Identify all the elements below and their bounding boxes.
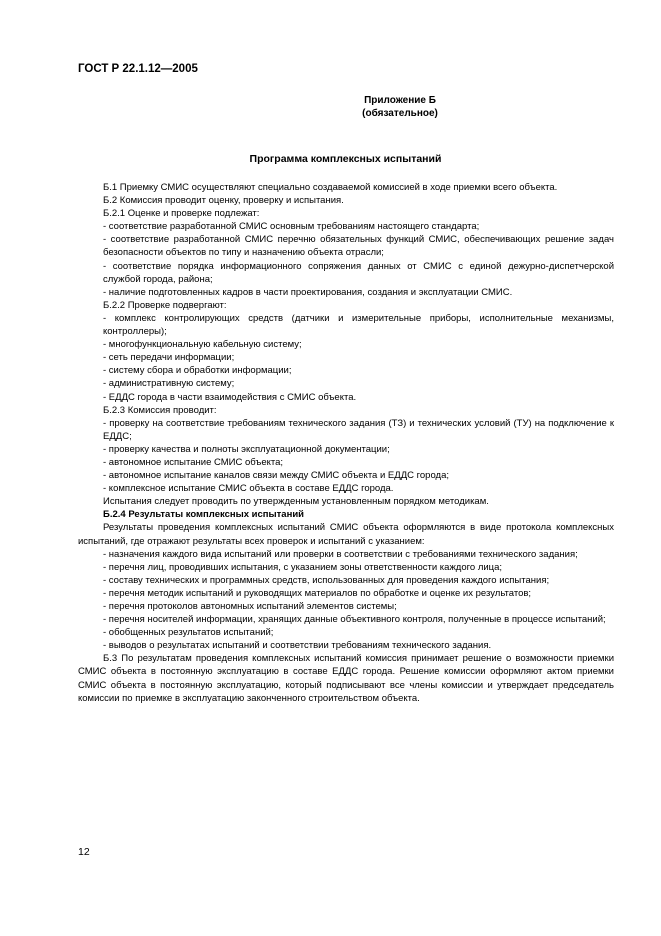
paragraph: Б.3 По результатам проведения комплексных испытаний комиссия принимает решение о возможности приемки СМИС объекта в постоянную эксплуатацию в составе ЕДДС города. Решение комиссии оформляют актом приемки СМИС объекта в постоянную эксплуатацию, который подписывают все члены комиссии и утверждает председатель комиссии по приемке в эксплуатацию законченного строительством объекта. [78,653,614,704]
list-item [78,220,614,233]
list-item [78,548,614,561]
list-item-text: - перечня протоколов автономных испытаний элементов системы; [103,601,397,612]
list-item [78,469,614,482]
section-title: Программа комплексных испытаний [249,153,442,165]
paragraph: Б.1 Приемку СМИС осуществляют специально создаваемой комиссией в ходе приемки всего объекта. [103,182,558,193]
list-item [78,561,614,574]
list-item-text: - административную систему; [103,378,235,390]
list-item-text: - соответствие порядка информационного сопряжения данных от СМИС с единой дежурно-диспетчерской службой города, района; [103,260,614,285]
list-item [78,417,614,443]
page-number: 12 [78,846,90,858]
list-item-text: - проверку на соответствие требованиям технического задания (ТЗ) и технических условий (ТУ) на подключение к ЕДДС; [103,417,614,442]
list-item [78,391,614,404]
list-item-text: - выводов о результатах испытаний и соответствии требованиям технического задания. [103,640,492,652]
list-item [78,377,614,390]
paragraph: Б.2.2 Проверке подвергают: [103,299,227,311]
list-item [78,286,614,299]
list-item [78,482,614,495]
list-item [78,338,614,351]
list-item-text: - ЕДДС города в части взаимодействия с СМИС объекта. [103,391,357,403]
list-item [78,456,614,469]
document-body [78,181,614,705]
list-item-text: - перечня лиц, проводивших испытания, с указанием зоны ответственности каждого лица; [103,561,503,573]
list-item-text: - перечня носителей информации, хранящих данные объективного контроля, полученные в процессе испытаний; [103,614,606,626]
paragraph: Испытания следует проводить по утвержденным установленным порядком методикам. [103,496,489,508]
list-item-text: - соответствие разработанной СМИС перечню обязательных функций СМИС, обеспечивающих решение задач безопасности объектов по типу и назначению объекта отрасли; [103,234,614,259]
list-item [78,600,614,613]
list-item [78,233,614,259]
list-item-text: - соответствие разработанной СМИС основным требованиям настоящего стандарта; [103,221,480,233]
list-item [78,587,614,600]
list-item-text: - многофункциональную кабельную систему; [103,339,302,351]
list-item-text: - комплекс контролирующих средств (датчики и измерительные приборы, исполнительные механизмы, контроллеры); [103,312,614,338]
paragraph: Б.2 Комиссия проводит оценку, проверку и испытания. [103,195,344,207]
list-item [78,443,614,456]
list-item-text: - автономное испытание каналов связи между СМИС объекта и ЕДДС города; [103,470,449,482]
list-item-text: - составу технических и программных средств, использованных для проведения каждого испытания; [103,574,550,586]
list-item-text: - комплексное испытание СМИС объекта в составе ЕДДС города. [103,483,394,495]
standard-code: ГОСТ Р 22.1.12—2005 [78,63,198,75]
list-item [78,312,614,338]
list-item-text: - автономное испытание СМИС объекта; [103,456,284,468]
list-item [78,613,614,626]
list-item [78,260,614,286]
list-item-text: - наличие подготовленных кадров в части проектирования, создания и эксплуатации СМИС. [103,286,513,298]
appendix-label: Приложение Б [364,95,436,106]
list-item-text: - перечня методик испытаний и руководящих материалов по обработке и оценке их результатов; [103,587,532,599]
list-item [78,626,614,639]
list-item-text: - проверку качества и полноты эксплуатационной документации; [103,443,390,455]
appendix-heading [300,94,500,120]
list-item-text: - систему сбора и обработки информации; [103,365,292,377]
appendix-status: (обязательное) [362,108,438,119]
paragraph: Б.2.4 Результаты комплексных испытаний [103,509,305,521]
list-item [78,574,614,587]
list-item [78,351,614,364]
paragraph: Б.2.3 Комиссия проводит: [103,404,217,416]
list-item [78,639,614,652]
list-item-text: - сеть передачи информации; [103,352,235,364]
list-item [78,364,614,377]
list-item-text: - обобщенных результатов испытаний; [103,627,274,639]
list-item-text: - назначения каждого вида испытаний или проверки в соответствии с требованиями технического задания; [103,548,578,560]
paragraph: Результаты проведения комплексных испытаний СМИС объекта оформляются в виде протокола комплексных испытаний, где отражают результаты всех проверок и испытаний с указанием: [78,522,614,547]
paragraph: Б.2.1 Оценке и проверке подлежат: [103,208,260,220]
